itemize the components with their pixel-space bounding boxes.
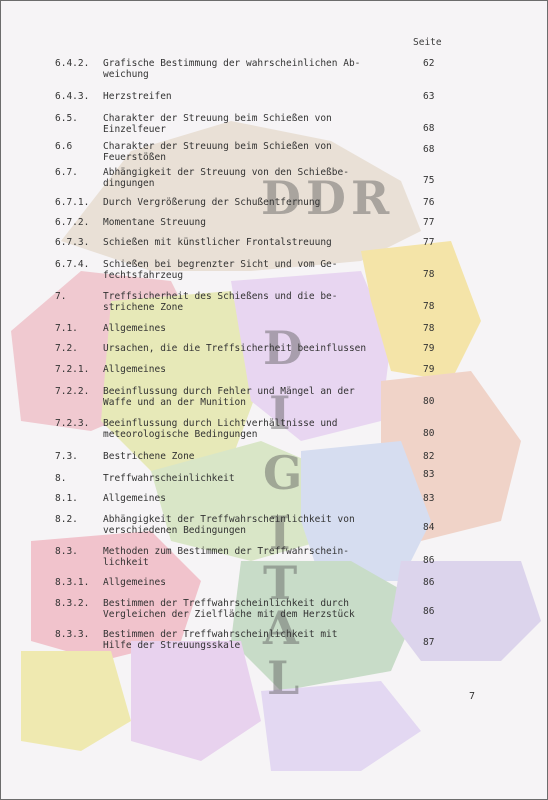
toc-entry-title-line: Durch Vergrößerung der Schußentfernung	[103, 197, 321, 208]
toc-entry-title	[103, 546, 403, 568]
toc-entry-title	[103, 451, 403, 462]
toc-entry-page: 86	[423, 555, 435, 566]
toc-entry-page: 79	[423, 364, 435, 375]
toc-entry-number: 7.2.1.	[55, 364, 90, 375]
toc-entry-title-line: Charakter der Streuung beim Schießen von	[103, 141, 332, 152]
toc-entry-page: 80	[423, 428, 435, 439]
toc-entry-title-line: Waffe und an der Munition	[103, 397, 246, 408]
toc-entry-page: 77	[423, 217, 435, 228]
toc-entry-title	[103, 58, 403, 80]
toc-entry-title	[103, 91, 403, 102]
toc-entry-number: 8.	[55, 473, 67, 484]
toc-entry-title	[103, 493, 403, 504]
toc-entry-number: 6.5.	[55, 113, 78, 124]
toc-entry-title-line: Charakter der Streuung beim Schießen von	[103, 113, 332, 124]
toc-entry-number: 6.7.	[55, 167, 78, 178]
toc-entry-number: 8.3.2.	[55, 598, 90, 609]
toc-entry-page: 63	[423, 91, 435, 102]
toc-entry-title-line: Bestrichene Zone	[103, 451, 195, 462]
toc-entry-title	[103, 197, 403, 208]
toc-entry-page: 62	[423, 58, 435, 69]
toc-entry-title	[103, 386, 403, 408]
toc-entry-title-line: weichung	[103, 69, 149, 80]
toc-entry-title-line: fechtsfahrzeug	[103, 270, 184, 281]
toc-entry-title	[103, 291, 403, 313]
watermark-letter: G	[263, 446, 303, 500]
watermark-letter: L	[267, 651, 300, 705]
toc-entry-title-line: Einzelfeuer	[103, 124, 166, 135]
toc-entry-page: 78	[423, 323, 435, 334]
toc-entry-number: 7.2.	[55, 343, 78, 354]
toc-entry-page: 78	[423, 269, 435, 280]
toc-entry-title-line: Bestimmen der Treffwahrscheinlichkeit durch	[103, 598, 349, 609]
watermark-letter: A	[263, 601, 299, 655]
toc-entry-page: 87	[423, 637, 435, 648]
toc-entry-title	[103, 259, 403, 281]
toc-entry-title	[103, 577, 403, 588]
toc-entry-number: 8.1.	[55, 493, 78, 504]
toc-entry-number: 6.6	[55, 141, 73, 152]
toc-entry-title	[103, 237, 403, 248]
toc-entry-page: 80	[423, 396, 435, 407]
toc-entry-number: 7.2.3.	[55, 418, 90, 429]
toc-entry-title-line: Schießen mit künstlicher Frontalstreuung	[103, 237, 332, 248]
toc-entry-page: 76	[423, 197, 435, 208]
toc-entry-title-line: Bestimmen der Treffwahrscheinlichkeit mit	[103, 629, 338, 640]
toc-entry-title-line: Beeinflussung durch Fehler und Mängel an der	[103, 386, 355, 397]
toc-entry-number: 6.4.2.	[55, 58, 90, 69]
toc-entry-title-line: Herzstreifen	[103, 91, 172, 102]
toc-entry-page: 77	[423, 237, 435, 248]
toc-entry-page: 84	[423, 522, 435, 533]
watermark-letter: D	[261, 171, 301, 225]
toc-entry-title-line: Schießen bei begrenzter Sicht und vom Ge-	[103, 259, 338, 270]
toc-entry-title	[103, 598, 403, 620]
toc-entry-number: 8.3.1.	[55, 577, 90, 588]
toc-entry-title	[103, 343, 403, 354]
toc-entry-title-line: Allgemeines	[103, 364, 166, 375]
toc-entry-title-line: verschiedenen Bedingungen	[103, 525, 246, 536]
toc-entry-title-line: Allgemeines	[103, 577, 166, 588]
toc-entry-title-line: Treffwahrscheinlichkeit	[103, 473, 235, 484]
watermark-letter: R	[351, 171, 390, 225]
watermark-letter: D	[306, 171, 346, 225]
toc-entry-title-line: Ursachen, die die Treffsicherheit beeinflussen	[103, 343, 367, 354]
toc-entry-page: 78	[423, 301, 435, 312]
toc-entry-number: 8.2.	[55, 514, 78, 525]
toc-entry-title-line: Feuerstößen	[103, 152, 166, 163]
toc-entry-title-line: lichkeit	[103, 557, 149, 568]
toc-entry-title	[103, 323, 403, 334]
toc-entry-title-line: Abhängigkeit der Streuung von den Schießbe-	[103, 167, 349, 178]
toc-entry-title-line: Beeinflussung durch Lichtverhältnisse und	[103, 418, 338, 429]
toc-entry-title	[103, 113, 403, 135]
toc-entry-title	[103, 418, 403, 440]
toc-entry-title-line: Methoden zum Bestimmen der Treffwahrschein-	[103, 546, 349, 557]
table-of-contents	[1, 1, 547, 799]
toc-entry-title	[103, 629, 403, 651]
toc-entry-page: 82	[423, 451, 435, 462]
toc-entry-title	[103, 514, 403, 536]
toc-entry-page: 68	[423, 123, 435, 134]
toc-entry-title-line: Allgemeines	[103, 493, 166, 504]
toc-entry-title-line: strichene Zone	[103, 302, 184, 313]
toc-entry-title-line: Vergleichen der Zielfläche mit dem Herzstück	[103, 609, 355, 620]
toc-entry-number: 6.7.4.	[55, 259, 90, 270]
toc-entry-title-line: Treffsicherheit des Schießens und die be-	[103, 291, 338, 302]
toc-entry-page: 86	[423, 606, 435, 617]
toc-entry-title-line: Hilfe der Streuungsskale	[103, 640, 241, 651]
toc-entry-title	[103, 364, 403, 375]
toc-entry-page: 83	[423, 493, 435, 504]
toc-entry-title	[103, 167, 403, 189]
toc-entry-number: 7.3.	[55, 451, 78, 462]
page-column-header: Seite	[413, 37, 442, 48]
toc-entry-number: 6.4.3.	[55, 91, 90, 102]
toc-entry-number: 7.1.	[55, 323, 78, 334]
watermark-letter: I	[269, 506, 291, 560]
toc-entry-number: 6.7.1.	[55, 197, 90, 208]
toc-entry-number: 6.7.2.	[55, 217, 90, 228]
toc-entry-number: 7.	[55, 291, 67, 302]
toc-entry-page: 86	[423, 577, 435, 588]
watermark-letter: D	[263, 321, 303, 375]
toc-entry-number: 8.3.3.	[55, 629, 90, 640]
toc-entry-title-line: Allgemeines	[103, 323, 166, 334]
toc-entry-title-line: Momentane Streuung	[103, 217, 206, 228]
watermark-letter: T	[263, 556, 298, 610]
toc-entry-title	[103, 217, 403, 228]
toc-entry-number: 8.3.	[55, 546, 78, 557]
toc-entry-title-line: Abhängigkeit der Treffwahrscheinlichkeit von	[103, 514, 355, 525]
toc-entry-number: 6.7.3.	[55, 237, 90, 248]
toc-entry-page: 68	[423, 144, 435, 155]
toc-entry-title-line: dingungen	[103, 178, 155, 189]
toc-entry-page: 75	[423, 175, 435, 186]
toc-entry-title	[103, 141, 403, 163]
page-number: 7	[469, 691, 476, 702]
watermark-letter: I	[269, 386, 291, 440]
toc-entry-number: 7.2.2.	[55, 386, 90, 397]
toc-entry-title-line: Grafische Bestimmung der wahrscheinlichen Ab-	[103, 58, 361, 69]
toc-entry-title	[103, 473, 403, 484]
toc-entry-title-line: meteorologische Bedingungen	[103, 429, 258, 440]
toc-entry-page: 79	[423, 343, 435, 354]
toc-entry-page: 83	[423, 469, 435, 480]
